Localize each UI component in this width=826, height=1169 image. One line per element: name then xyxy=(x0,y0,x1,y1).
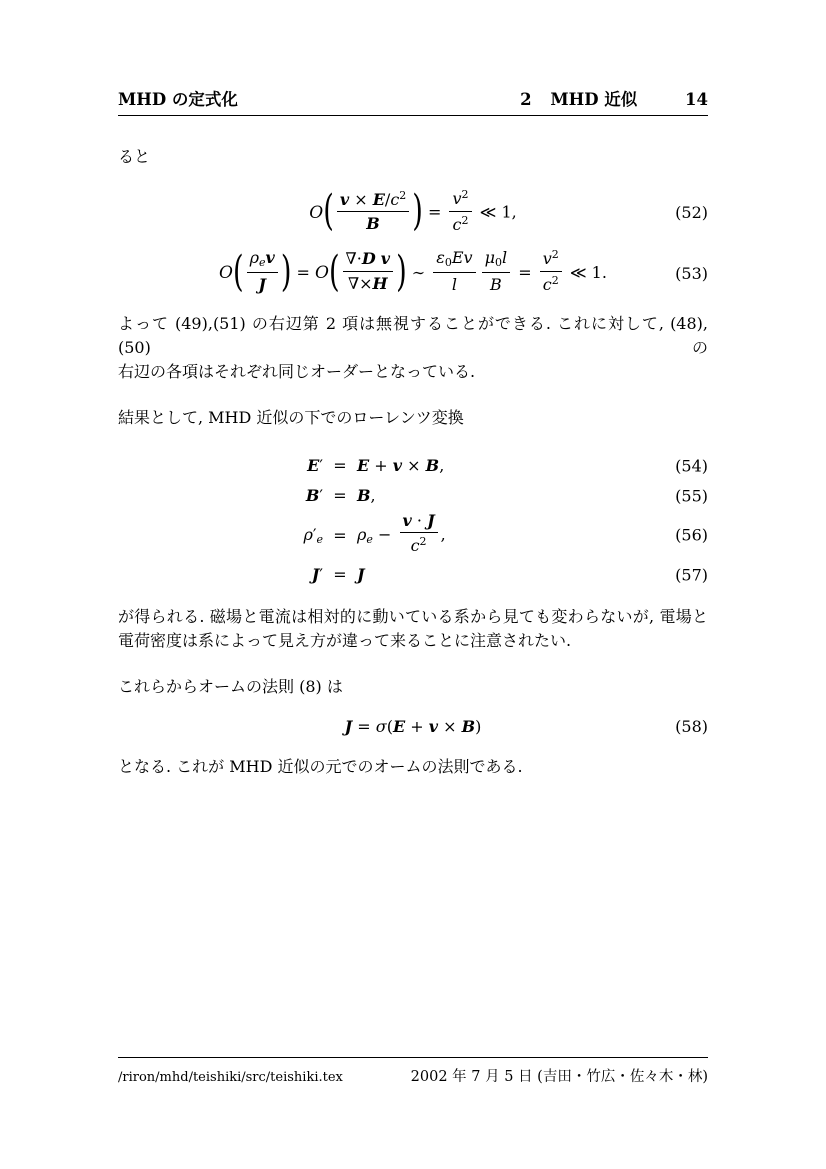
equals-sign: = xyxy=(422,202,447,222)
mathcal-o: O xyxy=(219,263,233,284)
numerator: v · J xyxy=(402,510,435,530)
fraction xyxy=(449,189,471,233)
fraction xyxy=(400,512,438,555)
running-title: MHD の定式化 xyxy=(118,90,238,109)
file-path: /riron/mhd/teishiki/src/teishiki.tex xyxy=(118,1070,343,1085)
lhs: E′ xyxy=(307,456,323,476)
denominator: ∇×H xyxy=(343,271,394,293)
equation-number: (55) xyxy=(675,486,708,506)
page-header xyxy=(118,86,708,116)
equation-56 xyxy=(118,510,708,557)
fraction xyxy=(247,249,278,294)
denominator: B xyxy=(482,272,511,294)
denominator: $c^2$ xyxy=(540,271,562,294)
rhs: E + v × B, xyxy=(357,456,445,476)
equation-number: (53) xyxy=(675,263,708,283)
much-less-than: ≪ 1, xyxy=(474,202,517,222)
paragraph-line: よって (49),(51) の右辺第 2 項は無視することができる. これに対して, (48), (50) の xyxy=(118,313,708,357)
lorentz-transform-equations xyxy=(118,454,708,587)
equation-55 xyxy=(118,484,708,508)
numerator: $v \times E/c^2$ xyxy=(339,188,407,209)
denominator: $c^2$ xyxy=(449,211,471,234)
equation-58 xyxy=(118,719,708,735)
page-footer xyxy=(118,1057,708,1086)
equals-sign: = xyxy=(291,263,315,283)
paragraph-lorentz-intro: 結果として, MHD 近似の下でのローレンツ変換 xyxy=(118,407,464,427)
numerator: ∇·D v xyxy=(345,249,391,269)
numerator: μ0l xyxy=(484,248,508,270)
paragraph-line: 電荷密度は系によって見え方が違って来ることに注意されたい. xyxy=(118,631,572,651)
equals-sign: = xyxy=(333,525,347,545)
intro-text: ると xyxy=(118,147,151,166)
section-title: MHD 近似 xyxy=(550,90,638,109)
page-content xyxy=(118,86,708,779)
equation-57 xyxy=(118,563,708,587)
numerator: $v^2$ xyxy=(542,248,559,269)
rhs-tail: , xyxy=(440,524,446,544)
denominator: B xyxy=(337,211,409,233)
paragraph-conclusion: となる. これが MHD 近似の元でのオームの法則である. xyxy=(118,757,523,777)
mathcal-o: O xyxy=(309,202,324,223)
ohms-law: J = σ(E + v × B) xyxy=(344,717,482,737)
fraction xyxy=(433,249,475,294)
denominator: $c^2$ xyxy=(400,532,438,555)
equation-number: (54) xyxy=(675,456,708,476)
numerator: ε0Ev xyxy=(436,248,473,270)
equals-sign: = xyxy=(333,565,347,585)
paragraph-line: が得られる. 磁場と電流は相対的に動いている系から見ても変わらないが, 電場と xyxy=(118,607,708,627)
equation-52: O( $\frac{v \times E/c^2}{B}$ ) = $\frac{v^2}{c^2}$ ≪ 1, (52) xyxy=(309,187,708,236)
denominator: J xyxy=(247,272,278,294)
much-less-than: ≪ 1. xyxy=(564,263,607,283)
numerator: ρev xyxy=(249,248,275,270)
paragraph-orders xyxy=(118,312,708,384)
equals-sign: = xyxy=(333,486,347,506)
fraction xyxy=(482,249,511,294)
equation-number: (57) xyxy=(675,565,708,585)
rhs xyxy=(357,510,708,557)
lhs: ρ′e xyxy=(303,524,323,546)
paragraph-ohm-intro: これらからオームの法則 (8) は xyxy=(118,677,343,697)
equation-53: O( $\frac{\text{ρev}}{J}$ ) = O( $\frac{\text{∇·D v}}{\nabla\times H}$ ) ∼ $\frac{\varepsilon 0Ev}{l}$ $\frac{\mu 0l}{B}$ = $\frac{v^2}{c^2}$ ≪ 1. (53) xyxy=(219,247,708,296)
equals-sign: = xyxy=(333,456,347,476)
date-authors: 2002 年 7 月 5 日 (吉田・竹広・佐々木・林) xyxy=(410,1069,708,1085)
mathcal-o: O xyxy=(315,263,329,284)
rhs-head: ρe − xyxy=(357,524,397,546)
section-number: 2 xyxy=(520,90,532,109)
equals-sign: = xyxy=(513,263,537,283)
equation-54 xyxy=(118,454,708,478)
similar-sign: ∼ xyxy=(406,263,431,283)
fraction xyxy=(540,249,562,293)
rhs: B, xyxy=(357,486,376,506)
rhs: J xyxy=(357,565,365,585)
paragraph-line: 右辺の各項はそれぞれ同じオーダーとなっている. xyxy=(118,361,476,381)
lhs: J′ xyxy=(311,565,323,585)
paragraph-frame-dependence xyxy=(118,605,708,653)
page-number: 14 xyxy=(685,90,708,109)
numerator: $v^2$ xyxy=(452,188,469,208)
equation-number: (56) xyxy=(675,525,708,545)
equation-number: (58) xyxy=(675,717,708,737)
header-right xyxy=(520,86,708,110)
denominator: l xyxy=(433,272,475,294)
equation-number: (52) xyxy=(675,203,708,223)
lhs: B′ xyxy=(305,486,323,506)
fraction xyxy=(343,250,394,292)
fraction xyxy=(337,190,409,233)
